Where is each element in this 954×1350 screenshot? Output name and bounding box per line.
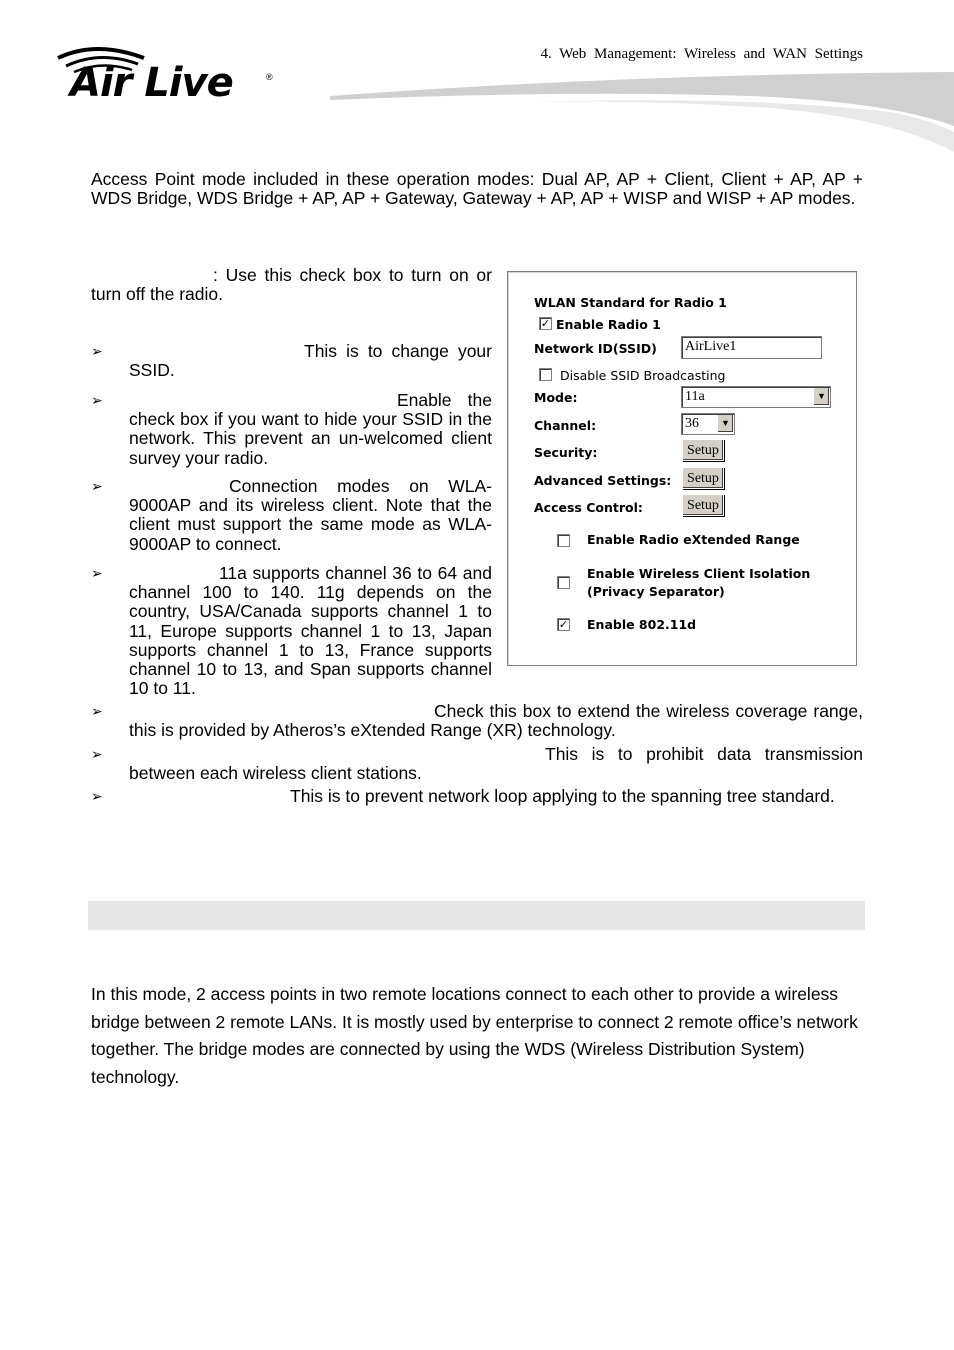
bullet-ssid-text: This is to change your SSID. <box>129 341 492 381</box>
disable-broadcast-checkbox[interactable] <box>539 368 552 381</box>
chevron-down-icon[interactable]: ▼ <box>717 415 733 432</box>
bullet-isolation-text: This is to prohibit data transmission between each wireless client stations. <box>129 744 863 784</box>
mode-value: 11a <box>685 389 705 404</box>
enable-radio-label: Enable Radio 1 <box>556 317 661 332</box>
panel-title: WLAN Standard for Radio 1 <box>534 295 727 310</box>
client-isolation-label: Enable Wireless Client Isolation <box>587 566 811 581</box>
bullet-xr-text: Check this box to extend the wireless coverage range, this is provided by Atheros’s eXtended Range (XR) technology. <box>129 701 863 741</box>
check-icon: ✓ <box>558 618 569 631</box>
section-heading-bar <box>88 901 865 930</box>
bullet-arrow-icon: ➢ <box>91 703 103 719</box>
ssid-input[interactable]: AirLive1 <box>681 336 822 359</box>
extended-range-checkbox[interactable] <box>557 534 570 547</box>
bullet-80211d-text: This is to prevent network loop applying to the spanning tree standard. <box>290 786 835 806</box>
intro-paragraph: Access Point mode included in these operation modes: Dual AP, AP + Client, Client + AP, AP + WDS Bridge, WDS Bridge + AP, AP + Gateway, Gateway + AP, AP + WISP and WISP + AP modes. <box>91 169 863 209</box>
header-swoosh <box>330 66 954 156</box>
channel-select[interactable] <box>681 413 735 435</box>
advanced-setup-button[interactable]: Setup <box>682 467 724 489</box>
channel-label: Channel: <box>534 418 597 433</box>
extended-range-label: Enable Radio eXtended Range <box>587 532 800 547</box>
wlan-settings-panel <box>507 271 857 666</box>
bullet-arrow-icon: ➢ <box>91 746 103 762</box>
bridge-mode-paragraph: In this mode, 2 access points in two remote locations connect to each other to provide a wireless bridge between 2 remote LANs. It is mostly used by enterprise to connect 2 remote office’s network together. The bridge modes are connected by using the WDS (Wireless Distribution System) technology. <box>91 984 858 1088</box>
airlive-logo: Air Live <box>70 60 233 106</box>
mode-select[interactable] <box>681 386 831 408</box>
security-setup-button[interactable]: Setup <box>682 439 724 461</box>
mode-label: Mode: <box>534 390 578 405</box>
radio-description-text: : Use this check box to turn on or turn off the radio. <box>91 265 492 305</box>
ssid-label: Network ID(SSID) <box>534 341 657 356</box>
access-control-setup-button[interactable]: Setup <box>682 494 724 516</box>
bullet-arrow-icon: ➢ <box>91 478 103 494</box>
radio-description <box>91 266 492 304</box>
bullet-arrow-icon: ➢ <box>91 392 103 408</box>
chapter-header: 4. Web Management: Wireless and WAN Settings <box>540 46 863 62</box>
disable-broadcast-label: Disable SSID Broadcasting <box>560 368 726 383</box>
bullet-channel-text: 11a supports channel 36 to 64 and channel 100 to 140. 11g depends on the country, USA/Canada supports channel 1 to 11, Europe supports channel 1 to 13, Japan supports channel 1 to 13, France supports channel 10 to 13, and Span supports channel 10 to 11. <box>129 563 492 699</box>
enable-radio-checkbox[interactable] <box>539 317 552 330</box>
bullet-arrow-icon: ➢ <box>91 788 103 804</box>
advanced-settings-label: Advanced Settings: <box>534 473 672 488</box>
bullet-mode-text: Connection modes on WLA-9000AP and its wireless client. Note that the client must support the same mode as WLA-9000AP to connect. <box>129 476 492 554</box>
registered-mark: ® <box>266 72 273 82</box>
channel-value: 36 <box>685 416 699 431</box>
check-icon: ✓ <box>540 317 551 330</box>
access-control-label: Access Control: <box>534 500 643 515</box>
client-isolation-checkbox[interactable] <box>557 576 570 589</box>
enable-80211d-checkbox[interactable] <box>557 618 570 631</box>
security-label: Security: <box>534 445 598 460</box>
bullet-arrow-icon: ➢ <box>91 343 103 359</box>
privacy-separator-label: (Privacy Separator) <box>587 584 725 599</box>
bullet-broadcast-text: Enable the check box if you want to hide your SSID in the network. This prevent an un-welcomed client survey your radio. <box>129 390 492 468</box>
enable-80211d-label: Enable 802.11d <box>587 617 697 632</box>
bullet-arrow-icon: ➢ <box>91 565 103 581</box>
chevron-down-icon[interactable]: ▼ <box>813 388 829 405</box>
